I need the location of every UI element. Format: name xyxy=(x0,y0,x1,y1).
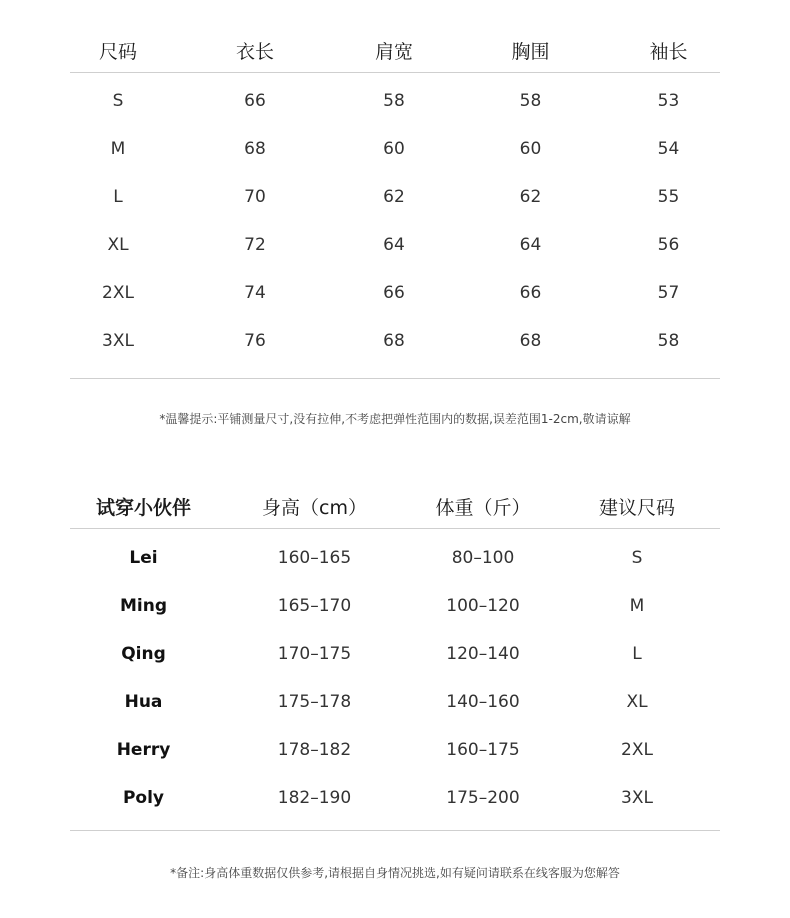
table-row xyxy=(70,77,720,125)
table-row xyxy=(70,534,720,582)
table-cell: 165–170 xyxy=(277,596,352,616)
table-cell: 60 xyxy=(383,139,405,159)
table-cell: 62 xyxy=(383,187,405,207)
table-row xyxy=(70,269,720,317)
table-cell: 160–175 xyxy=(446,740,520,760)
table-cell: 62 xyxy=(519,187,542,207)
table-row xyxy=(70,317,720,365)
header-length: 衣长 xyxy=(235,40,274,63)
fit-chart-table xyxy=(70,484,720,831)
header-model: 试穿小伙伴 xyxy=(95,496,191,519)
size-chart-note: *温馨提示:平铺测量尺寸,没有拉伸,不考虑把弹性范围内的数据,误差范围1-2cm,敬请谅解 xyxy=(159,412,631,426)
table-cell: 3XL xyxy=(102,331,134,351)
table-cell: 74 xyxy=(244,283,266,303)
fit-chart-note: *备注:身高体重数据仅供参考,请根据自身情况挑选,如有疑问请联系在线客服为您解答 xyxy=(170,866,620,880)
table-cell: Hua xyxy=(124,692,163,712)
table-cell: 2XL xyxy=(102,283,134,303)
table-cell: Herry xyxy=(116,740,171,760)
table-cell: 58 xyxy=(657,331,680,351)
table-cell: Ming xyxy=(119,596,167,616)
table-cell: 76 xyxy=(244,331,266,351)
table-cell: 68 xyxy=(244,139,266,159)
table-cell: S xyxy=(631,548,643,568)
table-cell: M xyxy=(110,139,126,159)
table-cell: 175–178 xyxy=(277,692,352,712)
table-cell: 70 xyxy=(244,187,266,207)
table-cell: Lei xyxy=(129,548,158,568)
table-cell: 68 xyxy=(383,331,405,351)
table-cell: L xyxy=(113,187,123,207)
table-cell: 57 xyxy=(657,283,680,303)
table-bottom-divider xyxy=(70,830,720,831)
table-cell: M xyxy=(629,596,645,616)
table-cell: 175–200 xyxy=(446,788,520,808)
table-cell: 100–120 xyxy=(446,596,520,616)
table-cell: 66 xyxy=(383,283,405,303)
size-chart-table xyxy=(70,28,720,379)
table-cell: 80–100 xyxy=(451,548,515,568)
fit-chart-body xyxy=(70,529,720,822)
table-cell: 64 xyxy=(519,235,542,255)
table-cell: 53 xyxy=(657,91,680,111)
table-cell: Poly xyxy=(122,788,165,808)
header-size: 尺码 xyxy=(98,40,137,63)
table-row xyxy=(70,774,720,822)
table-cell: 140–160 xyxy=(446,692,520,712)
table-row xyxy=(70,678,720,726)
table-row xyxy=(70,630,720,678)
header-recommended-size: 建议尺码 xyxy=(598,496,675,519)
table-cell: 72 xyxy=(244,235,266,255)
table-cell: 2XL xyxy=(621,740,653,760)
table-cell: 178–182 xyxy=(277,740,352,760)
table-cell: 170–175 xyxy=(277,644,352,664)
table-cell: 60 xyxy=(519,139,542,159)
table-row xyxy=(70,582,720,630)
table-cell: 56 xyxy=(657,235,680,255)
header-chest: 胸围 xyxy=(511,40,550,63)
table-cell: 120–140 xyxy=(446,644,520,664)
table-cell: 55 xyxy=(657,187,680,207)
table-row xyxy=(70,173,720,221)
table-cell: 58 xyxy=(519,91,542,111)
header-height: 身高（cm） xyxy=(262,496,367,519)
table-cell: S xyxy=(112,91,124,111)
table-row xyxy=(70,726,720,774)
size-chart-header-row xyxy=(70,28,720,72)
table-bottom-divider xyxy=(70,378,720,379)
table-cell: 54 xyxy=(657,139,680,159)
table-row xyxy=(70,221,720,269)
table-cell: 3XL xyxy=(621,788,653,808)
table-row xyxy=(70,125,720,173)
table-cell: 160–165 xyxy=(277,548,352,568)
size-chart-body xyxy=(70,73,720,365)
header-sleeve: 袖长 xyxy=(649,40,688,63)
table-cell: Qing xyxy=(121,644,166,664)
table-cell: 64 xyxy=(383,235,405,255)
header-shoulder: 肩宽 xyxy=(374,40,413,63)
table-cell: XL xyxy=(626,692,648,712)
fit-chart-header-row xyxy=(70,484,720,528)
table-cell: 58 xyxy=(383,91,405,111)
table-cell: 68 xyxy=(519,331,542,351)
table-cell: XL xyxy=(107,235,129,255)
table-cell: 182–190 xyxy=(277,788,352,808)
table-cell: 66 xyxy=(519,283,542,303)
table-cell: 66 xyxy=(244,91,266,111)
header-weight: 体重（斤） xyxy=(435,496,531,519)
table-cell: L xyxy=(632,644,642,664)
